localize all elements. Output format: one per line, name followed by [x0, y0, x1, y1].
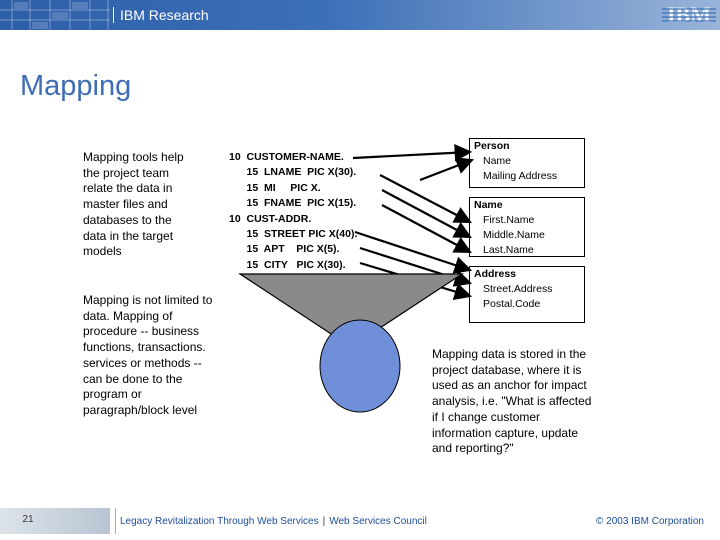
- left-text-scope: [83, 293, 233, 419]
- model-box-person: [469, 138, 585, 188]
- arrow-street-to-address: [355, 232, 470, 270]
- model-box-item: Street.Address: [483, 283, 553, 295]
- text-line: Mapping tools help: [83, 150, 184, 164]
- copybook-line: 15 STREET PIC X(40).: [229, 228, 358, 241]
- footer-left-text: Legacy Revitalization Through Web Services: [120, 516, 319, 527]
- footer-caption: [120, 516, 427, 527]
- header-bar: [0, 0, 720, 30]
- text-line: databases to the: [83, 212, 172, 227]
- model-box-title: Person: [474, 140, 510, 152]
- copybook-line: 10 CUST-ADDR.: [229, 212, 312, 225]
- model-box-name: [469, 197, 585, 257]
- copybook-listing: [229, 150, 357, 273]
- text-line: data. Mapping of: [83, 308, 173, 323]
- copybook-line: 15 CITY PIC X(30).: [229, 258, 346, 271]
- text-line: Mapping is not limited to: [83, 293, 213, 307]
- text-line: Mapping data is stored in the: [432, 347, 587, 361]
- arrow-lname-to-lastname: [380, 175, 470, 222]
- footer-right-text: Web Services Council: [329, 516, 427, 527]
- arrow-city-to-postal: [360, 263, 470, 296]
- text-line: used as an anchor for impact: [432, 378, 587, 393]
- copybook-line: 15 MI PIC X.: [229, 181, 321, 194]
- text-line: and reporting?": [432, 441, 514, 456]
- arrow-fname-to-firstname: [382, 205, 470, 252]
- text-line: functions, transactions.: [83, 340, 206, 355]
- page-title: Mapping: [20, 70, 132, 102]
- copybook-line: 15 APT PIC X(5).: [229, 243, 340, 256]
- text-line: the project team: [83, 165, 170, 180]
- copybook-line: 15 FNAME PIC X(15).: [229, 197, 357, 210]
- svg-text:IBM: IBM: [667, 4, 711, 26]
- header-title: IBM Research: [113, 7, 209, 23]
- model-box-title: Name: [474, 199, 503, 211]
- copybook-line: 15 LNAME PIC X(30).: [229, 166, 357, 179]
- text-line: procedure -- business: [83, 324, 200, 339]
- footer-copyright: © 2003 IBM Corporation: [596, 516, 704, 527]
- footer-divider: [115, 508, 116, 534]
- page-number: 21: [22, 514, 34, 525]
- text-line: information capture, update: [432, 425, 579, 440]
- text-line: master files and: [83, 197, 168, 212]
- model-box-item: Postal.Code: [483, 298, 541, 310]
- copybook-line: 10 CUSTOMER-NAME.: [229, 151, 344, 163]
- text-line: program or: [83, 387, 142, 402]
- text-line: relate the data in: [83, 181, 173, 196]
- arrow-mi-to-middlename: [382, 190, 470, 237]
- funnel-shape: [240, 274, 462, 347]
- model-box-item: Last.Name: [483, 244, 534, 256]
- right-text-storage: [432, 347, 612, 457]
- text-line: services or methods --: [83, 355, 202, 370]
- left-text-intro: [83, 150, 213, 260]
- ibm-logo: [662, 4, 716, 26]
- model-box-item: Middle.Name: [483, 229, 545, 241]
- text-line: paragraph/block level: [83, 402, 198, 417]
- text-line: can be done to the: [83, 371, 183, 386]
- text-line: data in the target: [83, 228, 174, 243]
- text-line: models: [83, 244, 122, 259]
- arrow-name-to-mailing: [420, 160, 472, 180]
- model-box-title: Address: [474, 268, 517, 280]
- project-database-icon: [320, 320, 400, 412]
- model-box-item: Name: [483, 155, 512, 167]
- mapping-arrows: [353, 152, 472, 296]
- footer-separator: |: [322, 516, 326, 527]
- model-box-item: Mailing Address: [483, 170, 558, 182]
- arrow-apt-to-address: [360, 248, 470, 283]
- arrow-customer-name-to-person: [353, 152, 470, 158]
- model-box-address: [469, 266, 585, 323]
- model-box-item: First.Name: [483, 214, 535, 226]
- header-grid-pattern: [0, 0, 720, 30]
- text-line: if I change customer: [432, 409, 541, 424]
- text-line: analysis, i.e. "What is affected: [432, 394, 592, 409]
- text-line: project database, where it is: [432, 362, 582, 377]
